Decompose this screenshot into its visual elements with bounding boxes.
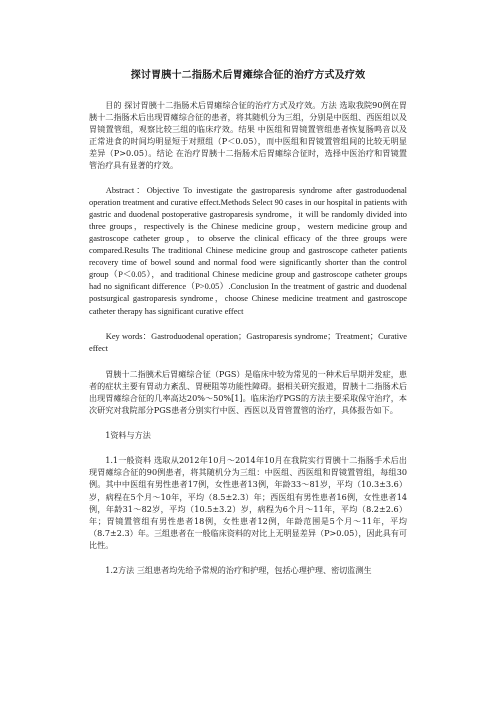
abstract-chinese: 目的 探讨胃胰十二指肠术后胃瘫综合征的治疗方式及疗效。方法 选取我院90例在胃胰十二指肠术后出现胃瘫综合征的患者，将其随机分为三组，分别是中医组、西医组以及胃镜置管组，观察比较三组的临床疗效。结果 中医组和胃镜置管组患者恢复肠鸣音以及正常进食的时间均明显短于对照组（P＜0.05），而中医组和胃镜置管组间的比较无明显差异（P>0.05）。结论 在治疗胃胰十二指肠术后胃瘫综合征时，选择中医治疗和胃镜置管治疗具有显著的疗效。 xyxy=(89,100,407,171)
keywords: Key words：Gastroduodenal operation；Gastroparesis syndrome；Treatment；Curative effect xyxy=(89,331,407,353)
section-heading-materials-methods: 1资料与方法 xyxy=(105,430,151,441)
introduction-paragraph: 胃胰十二指胰术后胃瘫综合征（PGS）是临床中较为常见的一种术后早期并发症，患者的症状主要有胃动力紊乱、胃梗阻等功能性障碍。据相关研究报道，胃胰十二指肠术后出现胃瘫综合征的几率高达20%～50%[1]。临床治疗PGS的方法主要采取保守治疗，本次研究对我院部分PGS患者分别实行中医、西医以及胃管置管的治疗，具体报告如下。 xyxy=(89,368,407,416)
paragraph-general-data: 1.1一般资料 选取从2012年10月～2014年10月在我院实行胃胰十二指肠手术后出现胃瘫综合征的90例患者，将其随机分为三组：中医组、西医组和胃镜置管组，每组30例。其中中医组有男性患者17例，女性患者13例，年龄33～81岁，平均（10.3±3.6）岁，病程在5个月～10年，平均（8.5±2.3）年；西医组有男性患者16例，女性患者14例，年龄31～82岁，平均（10.5±3.2）岁，病程为6个月～11年，平均（8.2±2.6）年；胃镜置管组有男性患者18例，女性患者12例，年龄范围是5个月～11年，平均（8.7±2.3）年。三组患者在一般临床资料的对比上无明显差异（P>0.05），因此具有可比性。 xyxy=(89,455,407,550)
abstract-english: Abstract：Objective To investigate the gastroparesis syndrome after gastroduodenal operation treatment and curative effect.Methods Select 90 cases in our hospital in patients with gastric and duodenal postoperative gastroparesis syndrome，it will be randomly divided into three groups，respectively is the Chinese medicine group，western medicine group and gastroscope catheter group，to observe the clinical efficacy of the three groups were compared.Results The traditional Chinese medicine group and gastroscope catheter patients recovery time of bowel sound and normal food were significantly shorter than the control group（P＜0.05），and traditional Chinese medicine group and gastroscope catheter groups had no significant difference（P>0.05）.Conclusion In the treatment of gastric and duodenal postsurgical gastroparesis syndrome，choose Chinese medicine treatment and gastroscope catheter therapy has significant curative effect xyxy=(89,185,408,316)
paper-title: 探讨胃胰十二指肠术后胃瘫综合征的治疗方式及疗效 xyxy=(130,70,366,81)
paragraph-methods: 1.2方法 三组患者均先给予常规的治疗和护理，包括心理护理、密切监测生 xyxy=(105,565,372,575)
